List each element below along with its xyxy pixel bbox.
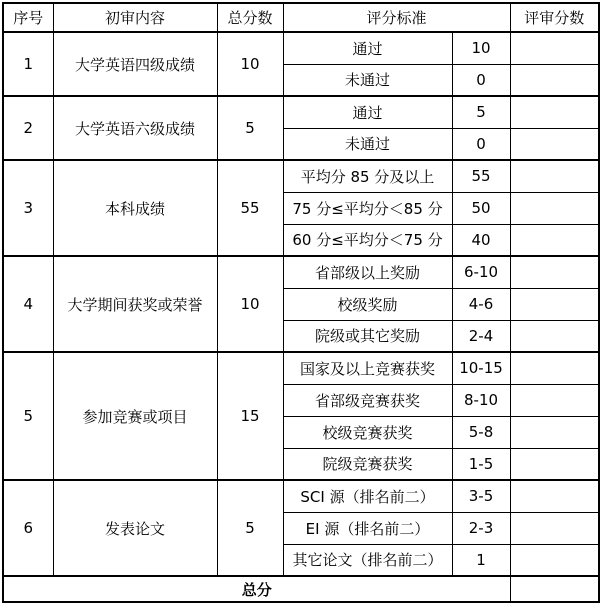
- review-score-cell: [510, 448, 599, 480]
- criteria-points-cell: 2-4: [452, 320, 510, 352]
- header-content: 初审内容: [53, 3, 217, 32]
- criteria-points-cell: 1-5: [452, 448, 510, 480]
- review-score-cell: [510, 128, 599, 160]
- criteria-points-cell: 0: [452, 128, 510, 160]
- criteria-label-cell: 院级或其它奖励: [283, 320, 452, 352]
- total-score-cell: 5: [217, 96, 283, 160]
- review-score-cell: [510, 96, 599, 128]
- review-score-cell: [510, 512, 599, 544]
- row-number-cell: 1: [3, 32, 53, 96]
- criteria-label-cell: 省部级竞赛获奖: [283, 384, 452, 416]
- total-score-cell: 15: [217, 352, 283, 480]
- criteria-label-cell: SCI 源（排名前二）: [283, 480, 452, 512]
- criteria-points-cell: 2-3: [452, 512, 510, 544]
- review-content-cell: 大学英语六级成绩: [53, 96, 217, 160]
- header-criteria: 评分标准: [283, 3, 510, 32]
- criteria-points-cell: 0: [452, 64, 510, 96]
- review-score-cell: [510, 416, 599, 448]
- table-row: [3, 160, 599, 192]
- criteria-label-cell: 平均分 85 分及以上: [283, 160, 452, 192]
- review-score-cell: [510, 256, 599, 288]
- criteria-points-cell: 3-5: [452, 480, 510, 512]
- review-score-cell: [510, 192, 599, 224]
- review-score-cell: [510, 32, 599, 64]
- table-body: [3, 32, 599, 576]
- table-row: [3, 352, 599, 384]
- review-score-cell: [510, 544, 599, 576]
- criteria-label-cell: 60 分≤平均分＜75 分: [283, 224, 452, 256]
- review-score-cell: [510, 288, 599, 320]
- review-score-cell: [510, 320, 599, 352]
- review-content-cell: 发表论文: [53, 480, 217, 576]
- review-score-cell: [510, 480, 599, 512]
- criteria-label-cell: 其它论文（排名前二）: [283, 544, 452, 576]
- criteria-label-cell: 未通过: [283, 64, 452, 96]
- criteria-label-cell: 未通过: [283, 128, 452, 160]
- review-score-cell: [510, 576, 599, 602]
- table-row: [3, 480, 599, 512]
- table-row: [3, 96, 599, 128]
- criteria-points-cell: 5-8: [452, 416, 510, 448]
- row-number-cell: 6: [3, 480, 53, 576]
- criteria-points-cell: 1: [452, 544, 510, 576]
- review-score-cell: [510, 160, 599, 192]
- review-score-cell: [510, 64, 599, 96]
- total-score-cell: 10: [217, 256, 283, 352]
- criteria-points-cell: 8-10: [452, 384, 510, 416]
- criteria-label-cell: 院级竞赛获奖: [283, 448, 452, 480]
- header-no: 序号: [3, 3, 53, 32]
- header-row: [3, 3, 599, 32]
- total-score-cell: 55: [217, 160, 283, 256]
- criteria-label-cell: EI 源（排名前二）: [283, 512, 452, 544]
- row-number-cell: 3: [3, 160, 53, 256]
- criteria-label-cell: 国家及以上竞赛获奖: [283, 352, 452, 384]
- review-content-cell: 参加竞赛或项目: [53, 352, 217, 480]
- table-row: [3, 256, 599, 288]
- score-criteria-table: [2, 2, 600, 603]
- criteria-label-cell: 通过: [283, 96, 452, 128]
- total-score-cell: 5: [217, 480, 283, 576]
- criteria-label-cell: 校级奖励: [283, 288, 452, 320]
- review-score-cell: [510, 224, 599, 256]
- table-row: [3, 32, 599, 64]
- criteria-label-cell: 75 分≤平均分＜85 分: [283, 192, 452, 224]
- criteria-label-cell: 省部级以上奖励: [283, 256, 452, 288]
- total-label-cell: 总分: [3, 576, 510, 602]
- criteria-points-cell: 10: [452, 32, 510, 64]
- review-score-cell: [510, 384, 599, 416]
- criteria-points-cell: 5: [452, 96, 510, 128]
- criteria-points-cell: 4-6: [452, 288, 510, 320]
- review-score-cell: [510, 352, 599, 384]
- criteria-label-cell: 校级竞赛获奖: [283, 416, 452, 448]
- review-content-cell: 大学英语四级成绩: [53, 32, 217, 96]
- criteria-label-cell: 通过: [283, 32, 452, 64]
- header-total: 总分数: [217, 3, 283, 32]
- review-content-cell: 大学期间获奖或荣誉: [53, 256, 217, 352]
- review-content-cell: 本科成绩: [53, 160, 217, 256]
- footer-row: [3, 576, 599, 602]
- criteria-points-cell: 55: [452, 160, 510, 192]
- row-number-cell: 4: [3, 256, 53, 352]
- criteria-points-cell: 10-15: [452, 352, 510, 384]
- criteria-points-cell: 50: [452, 192, 510, 224]
- header-review-score: 评审分数: [510, 3, 599, 32]
- row-number-cell: 5: [3, 352, 53, 480]
- criteria-points-cell: 40: [452, 224, 510, 256]
- row-number-cell: 2: [3, 96, 53, 160]
- total-score-cell: 10: [217, 32, 283, 96]
- criteria-points-cell: 6-10: [452, 256, 510, 288]
